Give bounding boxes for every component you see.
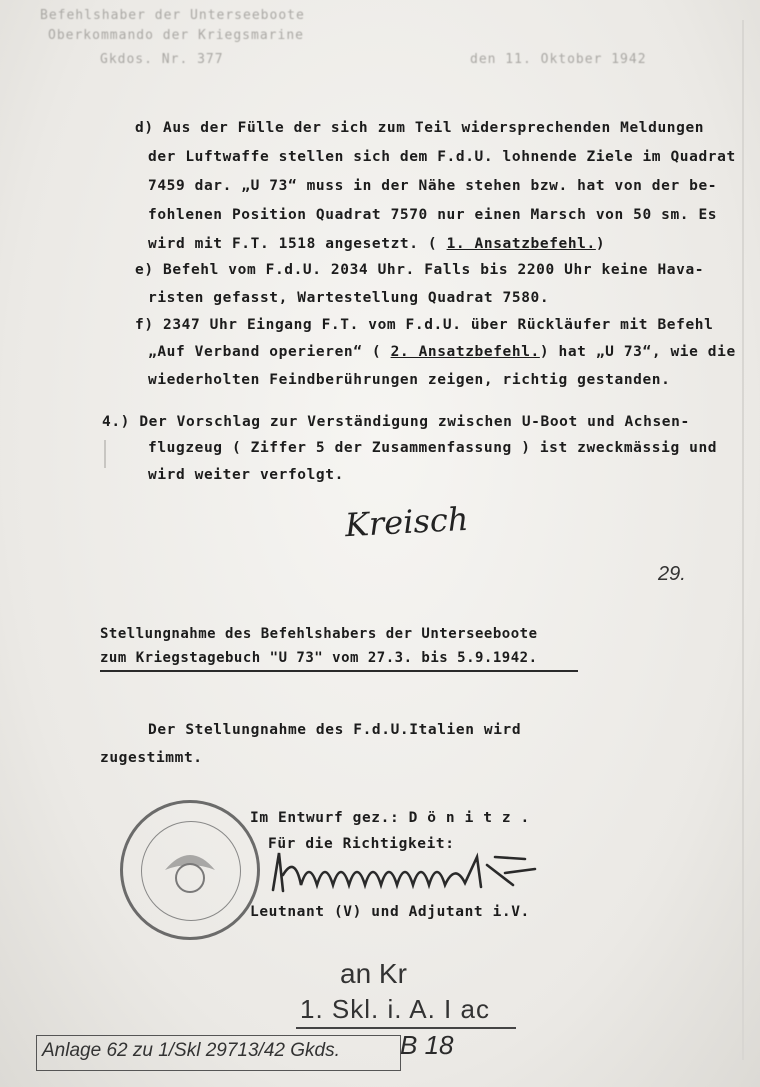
signoff-entwurf-doenitz: Im Entwurf gez.: D ö n i t z .	[250, 810, 530, 826]
heading-line-2: zum Kriegstagebuch "U 73" vom 27.3. bis 5.9.1942.	[100, 650, 538, 666]
stamp-eagle-icon	[120, 800, 260, 940]
handwritten-skl: 1. Skl. i. A. I ac	[300, 994, 490, 1024]
annex-mark: B 18	[400, 1030, 454, 1060]
section-d-line-3: 7459 dar. „U 73“ muss in der Nähe stehen bzw. hat von der be-	[148, 178, 718, 194]
section-d-line-2: der Luftwaffe stellen sich dem F.d.U. lohnende Ziele im Quadrat	[148, 149, 736, 165]
handwritten-underline	[296, 1027, 516, 1029]
heading-line-1: Stellungnahme des Befehlshabers der Unterseeboote	[100, 626, 538, 642]
section-d-line-5: wird mit F.T. 1518 angesetzt. ( 1. Ansatzbefehl.)	[148, 236, 606, 252]
section-4-line-2: flugzeug ( Ziffer 5 der Zusammenfassung ) ist zweckmässig und	[148, 440, 718, 456]
faint-header-line-1: Befehlshaber der Unterseeboote	[40, 8, 305, 23]
section-f-line-1: f) 2347 Uhr Eingang F.T. vom F.d.U. über Rückläufer mit Befehl	[135, 317, 714, 333]
section-f-line-2: „Auf Verband operieren“ ( 2. Ansatzbefehl.) hat „U 73“, wie die	[148, 344, 736, 360]
section-e-line-1: e) Befehl vom F.d.U. 2034 Uhr. Falls bis 2200 Uhr keine Hava-	[135, 262, 705, 278]
section-4-line-3: wird weiter verfolgt.	[148, 467, 344, 483]
section-d-line-1: d) Aus der Fülle der sich zum Teil widersprechenden Meldungen	[135, 120, 705, 136]
statement-line-1: Der Stellungnahme des F.d.U.Italien wird	[148, 722, 522, 738]
faint-header-line-2: Oberkommando der Kriegsmarine	[48, 28, 304, 43]
margin-mark	[104, 440, 106, 468]
official-stamp-seal	[120, 800, 260, 940]
annex-reference-text: Anlage 62 zu 1/Skl 29713/42 Gkds.	[42, 1040, 340, 1061]
faint-header-line-3: Gkdos. Nr. 377	[100, 52, 224, 67]
section-4-line-1: 4.) Der Vorschlag zur Verständigung zwischen U-Boot und Achsen-	[102, 414, 690, 430]
heading-underline	[100, 670, 578, 672]
section-d-line-4: fohlenen Position Quadrat 7570 nur einen Marsch von 50 sm. Es	[148, 207, 718, 223]
section-e-line-2: risten gefasst, Wartestellung Quadrat 7580.	[148, 290, 550, 306]
handwritten-an-kr: an Kr	[340, 958, 407, 989]
signoff-adjutant: Leutnant (V) und Adjutant i.V.	[250, 904, 530, 920]
signature-kreisch: Kreisch	[344, 499, 470, 545]
statement-line-2: zugestimmt.	[100, 750, 203, 766]
section-f-line-3: wiederholten Feindberührungen zeigen, richtig gestanden.	[148, 372, 671, 388]
faint-header-date: den 11. Oktober 1942	[470, 52, 647, 67]
page-number-mark: 29.	[658, 563, 686, 585]
adjutant-signature-scribble	[265, 845, 555, 905]
signoff-richtigkeit: Für die Richtigkeit:	[268, 836, 455, 852]
right-edge-shadow	[742, 20, 744, 1060]
